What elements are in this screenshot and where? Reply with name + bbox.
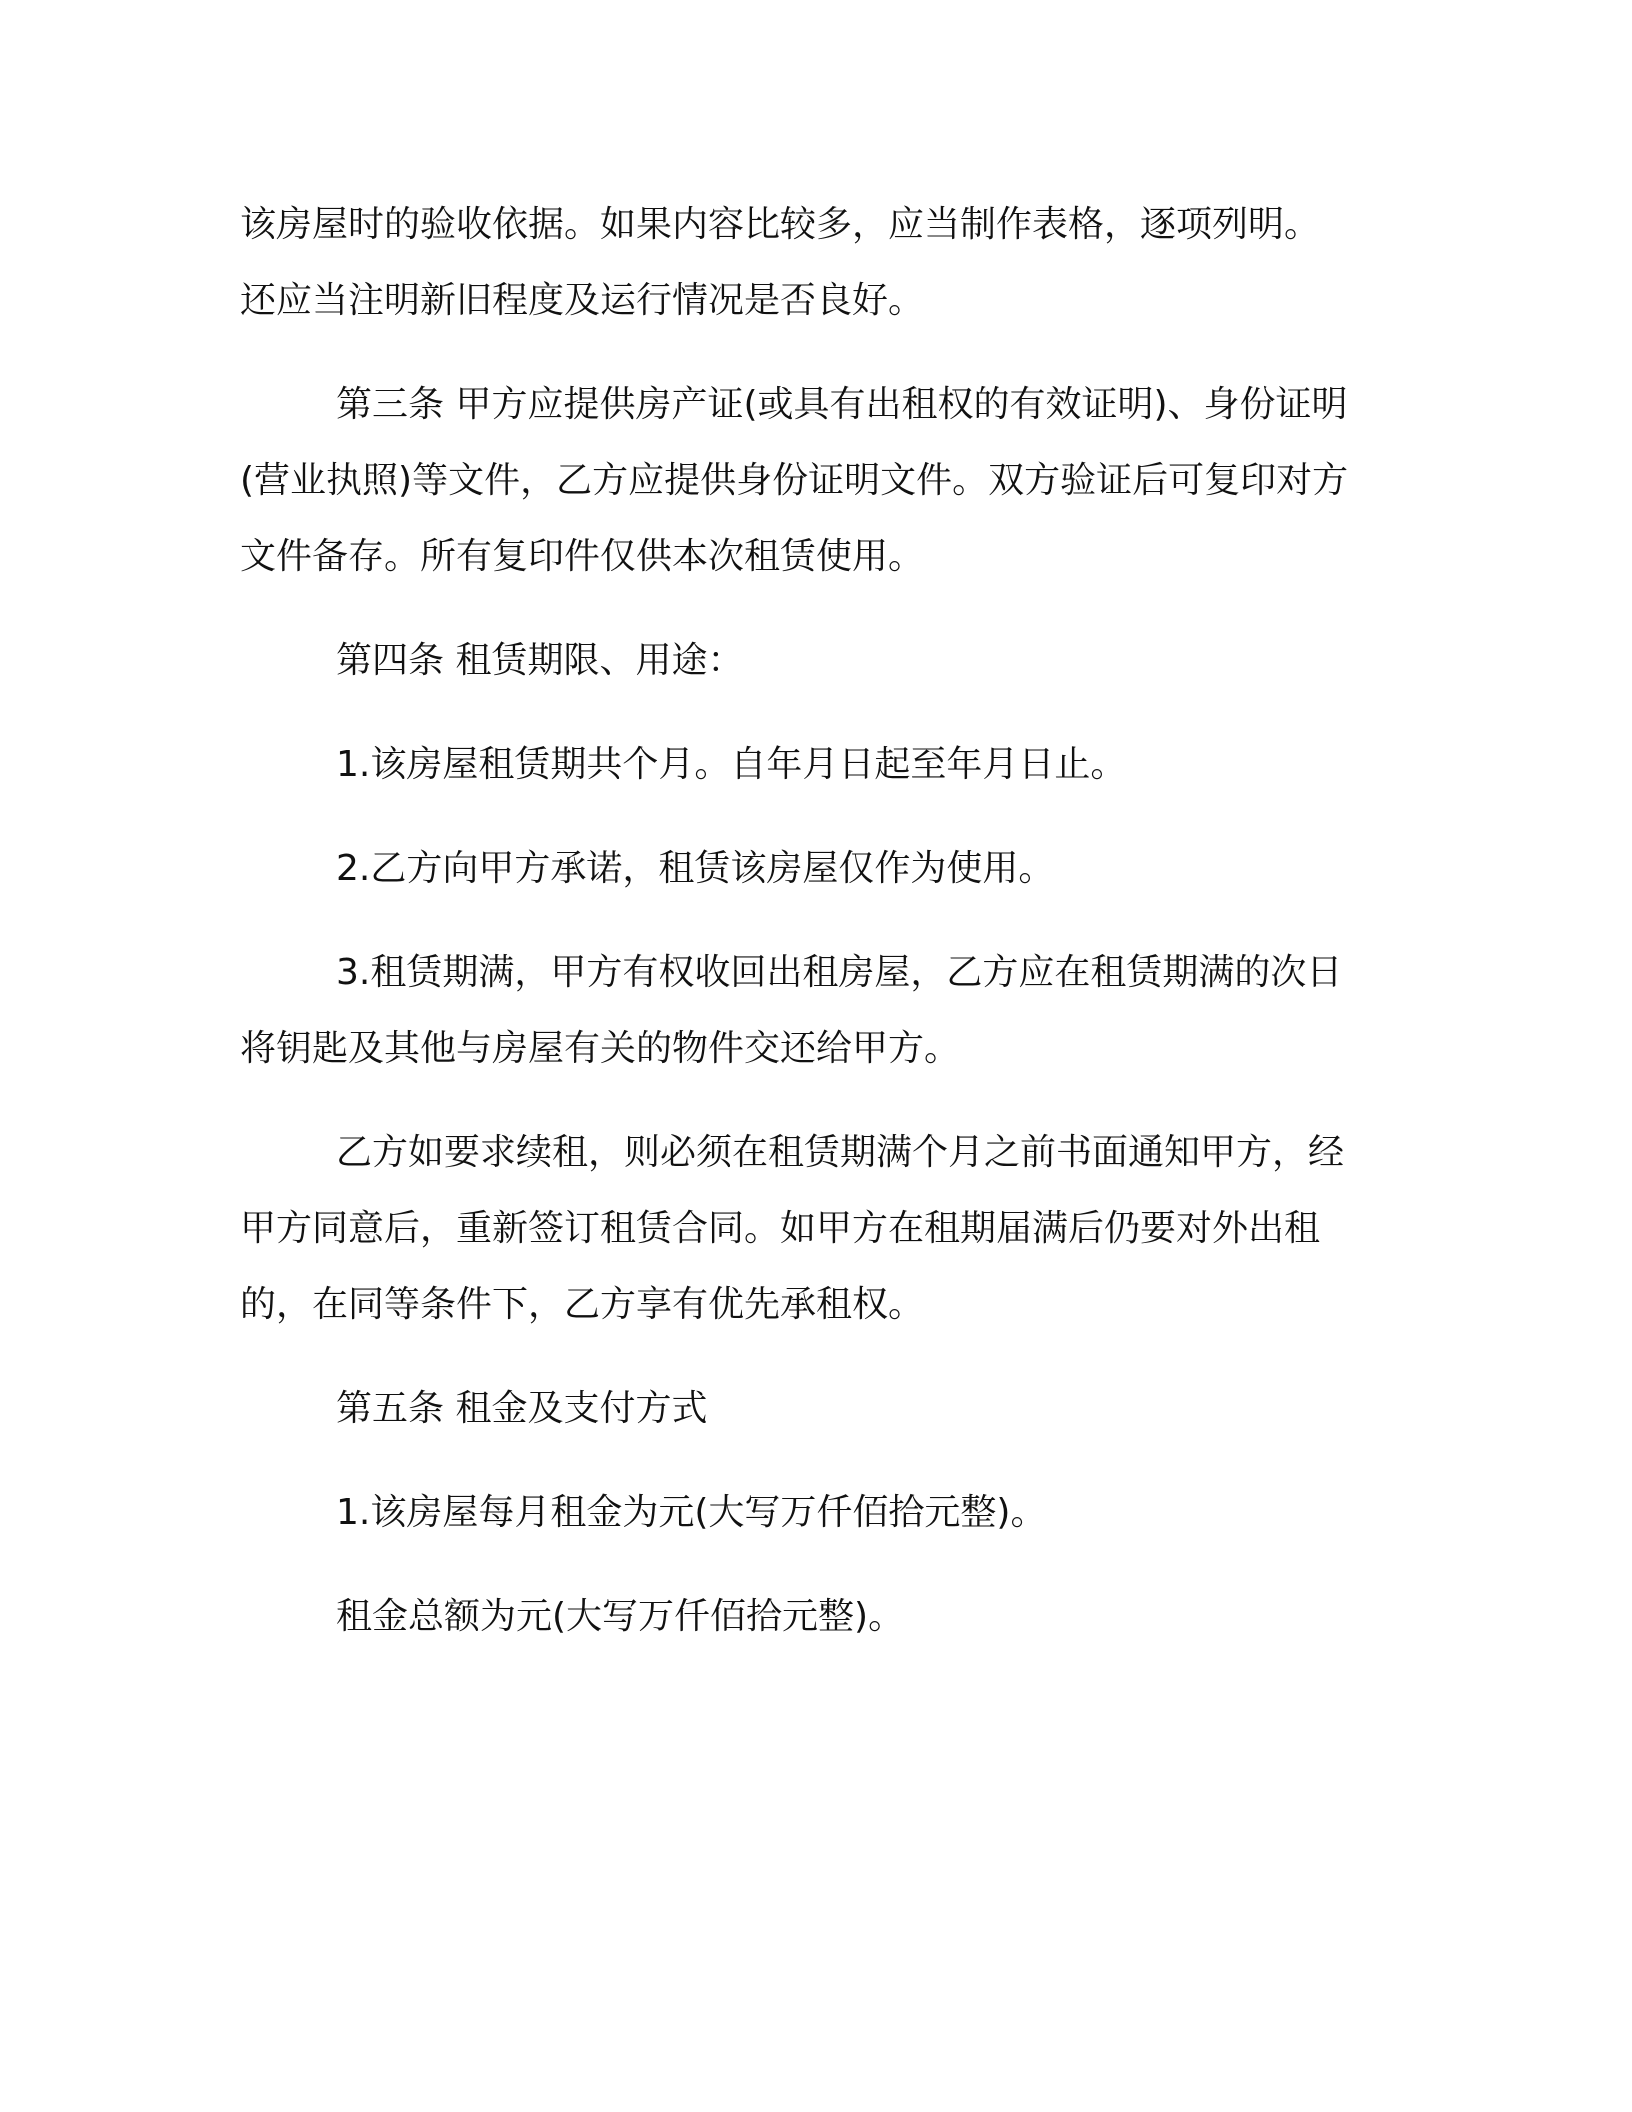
article-5-heading: [240, 1371, 1390, 1447]
article-4-heading: [240, 623, 1390, 699]
renewal-paragraph: [240, 1115, 1390, 1343]
article-3-paragraph: [240, 367, 1390, 595]
text-line: 将钥匙及其他与房屋有关的物件交还给甲方。: [240, 1028, 961, 1069]
text-line: 租金总额为元(大写万仟佰拾元整)。: [336, 1596, 905, 1637]
article-4-item-1: [240, 727, 1390, 803]
paragraph-inspection-basis: [240, 187, 1390, 339]
text-line: 还应当注明新旧程度及运行情况是否良好。: [240, 280, 925, 321]
text-line: 1.该房屋租赁期共个月。自年月日起至年月日止。: [336, 744, 1127, 785]
article-4-item-2: [240, 831, 1390, 907]
article-4-item-3: [240, 935, 1390, 1087]
text-line: 3.租赁期满，甲方有权收回出租房屋，乙方应在租赁期满的次日: [336, 952, 1343, 993]
text-line: 第三条 甲方应提供房产证(或具有出租权的有效证明)、身份证明: [336, 384, 1348, 425]
text-line: 甲方同意后，重新签订租赁合同。如甲方在租期届满后仍要对外出租: [240, 1208, 1321, 1249]
article-5-item-1: [240, 1475, 1390, 1551]
text-line: 的，在同等条件下，乙方享有优先承租权。: [240, 1284, 925, 1325]
text-line: 第四条 租赁期限、用途：: [336, 640, 744, 681]
text-line: 该房屋时的验收依据。如果内容比较多，应当制作表格，逐项列明。: [240, 204, 1321, 245]
text-line: 第五条 租金及支付方式: [336, 1388, 708, 1429]
text-line: 文件备存。所有复印件仅供本次租赁使用。: [240, 536, 925, 577]
document-body: [240, 187, 1390, 1683]
text-line: 1.该房屋每月租金为元(大写万仟佰拾元整)。: [336, 1492, 1047, 1533]
text-line: 乙方如要求续租，则必须在租赁期满个月之前书面通知甲方，经: [336, 1132, 1345, 1173]
text-line: 2.乙方向甲方承诺，租赁该房屋仅作为使用。: [336, 848, 1055, 889]
text-line: (营业执照)等文件，乙方应提供身份证明文件。双方验证后可复印对方: [240, 460, 1349, 501]
total-rent-paragraph: [240, 1579, 1390, 1655]
